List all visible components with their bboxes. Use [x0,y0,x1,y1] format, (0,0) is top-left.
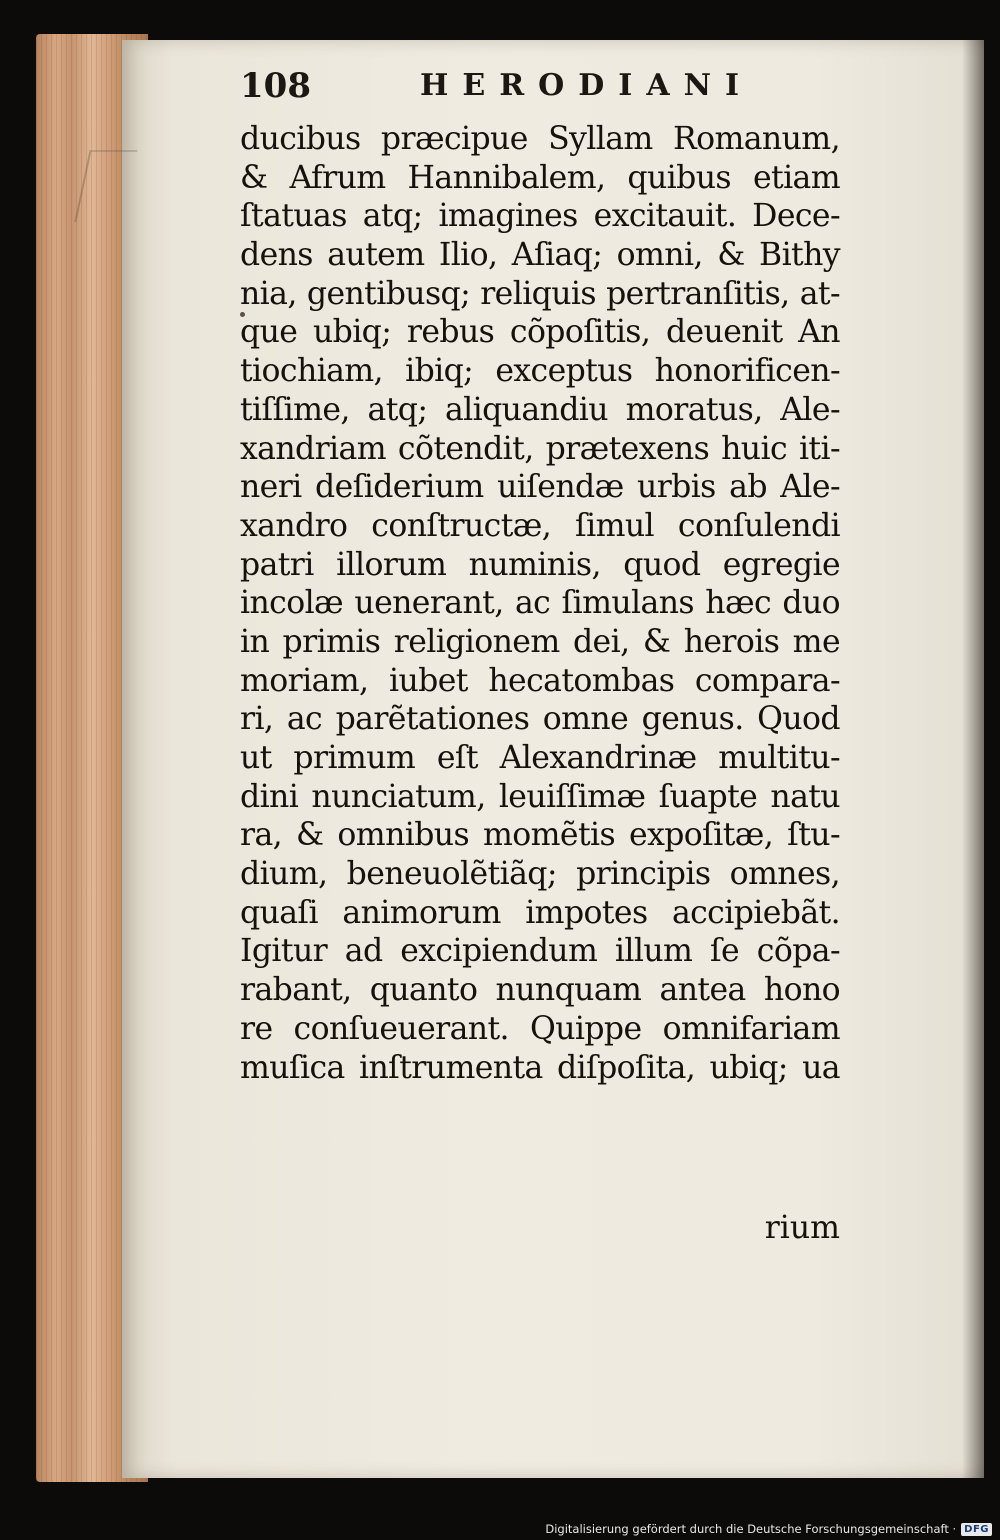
text-line: moriam, iubet hecatombas compara- [240,662,840,699]
text-line: ri, ac parẽtationes omne genus. Quod [240,701,840,738]
text-line: quaſi animorum impotes accipiebãt. [240,894,840,931]
digitization-footer [545,1522,992,1536]
text-line: ſtatuas atq; imagines excitauit. Dece- [240,198,840,235]
text-line: ut primum eſt Alexandrinæ multitu- [240,740,840,776]
text-line: in primis religionem dei, & herois me [240,623,840,660]
body-text [240,120,840,1087]
binding-gutter-shadow [962,40,984,1478]
text-line: & Afrum Hannibalem, quibus etiam [240,159,840,196]
text-line: dini nunciatum, leuiſſimæ ſuapte natu [240,778,840,815]
text-line: Igitur ad excipiendum illum ſe cõpa- [240,933,840,970]
text-line: dens autem Ilio, Aſiaq; omni, & Bithy [240,237,840,274]
text-line: re conſueuerant. Quippe omnifariam [240,1010,840,1047]
text-line: xandro conſtructæ, ſimul conſulendi [240,507,840,544]
text-line: dium, beneuolẽtiãq; principis omnes, [240,856,840,893]
page-header [240,66,840,110]
text-line: muſica inſtrumenta diſpoſita, ubiq; ua [240,1049,840,1086]
funding-credit: Digitalisierung gefördert durch die Deutsche Forschungsgemeinschaft · [545,1522,957,1536]
text-line: ducibus præcipue Syllam Romanum, [240,121,840,157]
catchword: rium [764,1210,840,1246]
text-line: tiochiam, ibiq; exceptus honorificen- [240,353,840,390]
dfg-logo: DFG [961,1523,992,1536]
text-line: neri deſiderium uiſendæ urbis ab Ale- [240,469,840,506]
running-head: HERODIANI [420,68,754,103]
page-number: 108 [240,66,311,106]
text-line: nia, gentibusq; reliquis pertranſitis, at- [240,275,840,312]
text-line: xandriam cõtendit, prætexens huic iti- [240,430,840,467]
text-line: que ubiq; rebus cõpoſitis, deuenit An [240,314,840,351]
text-line: rabant, quanto nunquam antea hono [240,972,840,1009]
text-line: tiſſime, atq; aliquandiu moratus, Ale- [240,391,840,428]
text-line: patri illorum numinis, quod egregie [240,546,840,583]
text-line: ra, & omnibus momẽtis expoſitæ, ſtu- [240,817,840,854]
text-line: incolæ uenerant, ac ſimulans hæc duo [240,585,840,622]
